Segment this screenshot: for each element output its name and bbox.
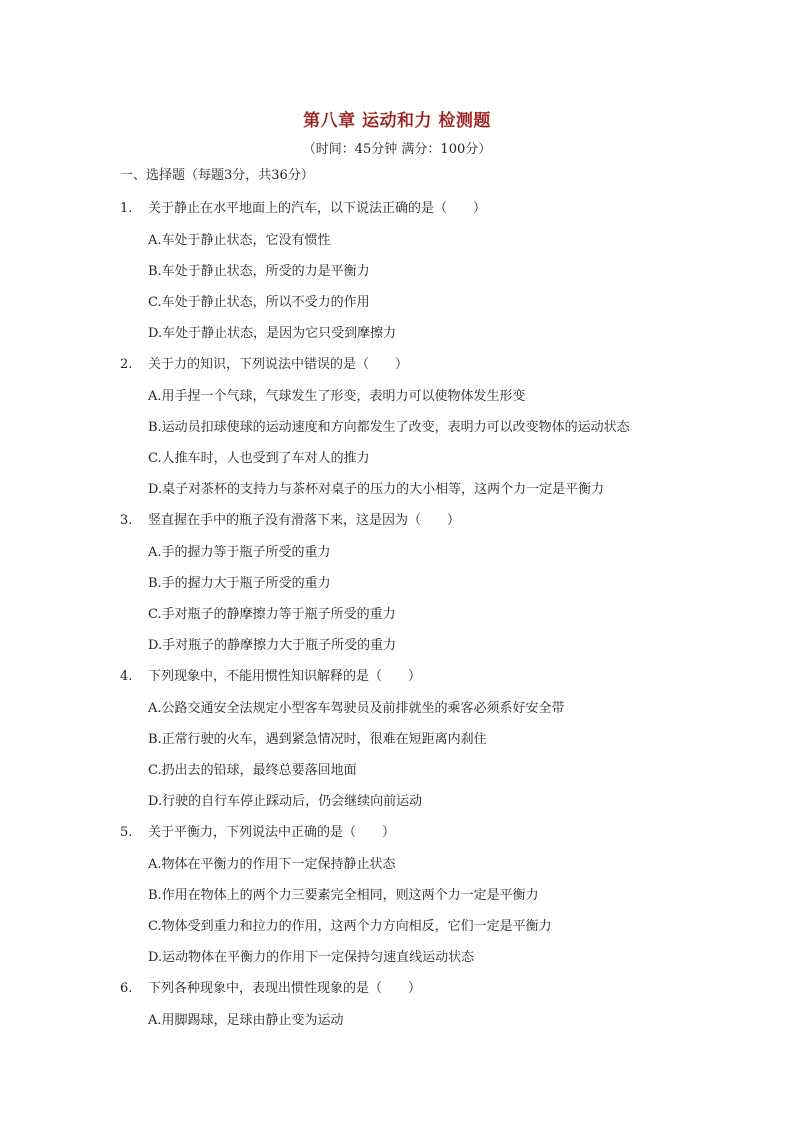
question-text: 关于力的知识，下列说法中错误的是（ ） (148, 357, 409, 372)
question-text: 下列各种现象中，表现出惯性现象的是（ ） (148, 981, 422, 996)
q6-option-a: A.用脚踢球，足球由静止变为运动 (148, 1013, 344, 1028)
question-2 (120, 353, 408, 372)
q5-option-d: D.运动物体在平衡力的作用下一定保持匀速直线运动状态 (148, 950, 475, 965)
q2-option-c: C.人推车时，人也受到了车对人的推力 (148, 451, 370, 466)
q3-option-a: A.手的握力等于瓶子所受的重力 (148, 545, 331, 560)
q3-option-d: D.手对瓶子的静摩擦力大于瓶子所受的重力 (148, 638, 397, 653)
section-heading: 一、选择题（每题3分，共36分） (120, 168, 314, 183)
question-4 (120, 665, 421, 684)
question-text: 竖直握在手中的瓶子没有滑落下来，这是因为（ ） (148, 513, 461, 528)
question-3 (120, 509, 460, 528)
q3-option-c: C.手对瓶子的静摩擦力等于瓶子所受的重力 (148, 607, 396, 622)
q1-option-a: A.车处于静止状态，它没有惯性 (148, 233, 331, 248)
q4-option-c: C.扔出去的铅球，最终总要落回地面 (148, 763, 357, 778)
q4-option-d: D.行驶的自行车停止踩动后，仍会继续向前运动 (148, 794, 423, 809)
question-text: 下列现象中，不能用惯性知识解释的是（ ） (148, 669, 422, 684)
q5-option-c: C.物体受到重力和拉力的作用，这两个力方向相反，它们一定是平衡力 (148, 919, 552, 934)
q2-option-d: D.桌子对茶杯的支持力与茶杯对桌子的压力的大小相等，这两个力一定是平衡力 (148, 482, 605, 497)
question-number: 2. (120, 357, 133, 372)
page-title: 第八章 运动和力 检测题 (303, 111, 491, 131)
question-5 (120, 821, 395, 840)
q2-option-a: A.用手捏一个气球，气球发生了形变，表明力可以使物体发生形变 (148, 389, 526, 404)
question-number: 5. (120, 825, 133, 840)
q5-option-a: A.物体在平衡力的作用下一定保持静止状态 (148, 857, 396, 872)
q5-option-b: B.作用在物体上的两个力三要素完全相同，则这两个力一定是平衡力 (148, 888, 539, 903)
q2-option-b: B.运动员扣球使球的运动速度和方向都发生了改变，表明力可以改变物体的运动状态 (148, 420, 630, 435)
q1-option-b: B.车处于静止状态，所受的力是平衡力 (148, 264, 370, 279)
q1-option-c: C.车处于静止状态，所以不受力的作用 (148, 295, 370, 310)
question-6 (120, 977, 421, 996)
question-number: 1. (120, 201, 133, 216)
q4-option-b: B.正常行驶的火车，遇到紧急情况时，很难在短距离内刹住 (148, 732, 487, 747)
q1-option-d: D.车处于静止状态，是因为它只受到摩擦力 (148, 326, 397, 341)
q3-option-b: B.手的握力大于瓶子所受的重力 (148, 576, 331, 591)
question-text: 关于静止在水平地面上的汽车，以下说法正确的是（ ） (148, 201, 487, 216)
question-1 (120, 197, 486, 216)
question-text: 关于平衡力，下列说法中正确的是（ ） (148, 825, 396, 840)
question-number: 4. (120, 669, 133, 684)
question-number: 3. (120, 513, 133, 528)
q4-option-a: A.公路交通安全法规定小型客车驾驶员及前排就坐的乘客必须系好安全带 (148, 701, 565, 716)
question-number: 6. (120, 981, 133, 996)
exam-time-score: （时间：45分钟 满分：100分） (302, 142, 492, 157)
